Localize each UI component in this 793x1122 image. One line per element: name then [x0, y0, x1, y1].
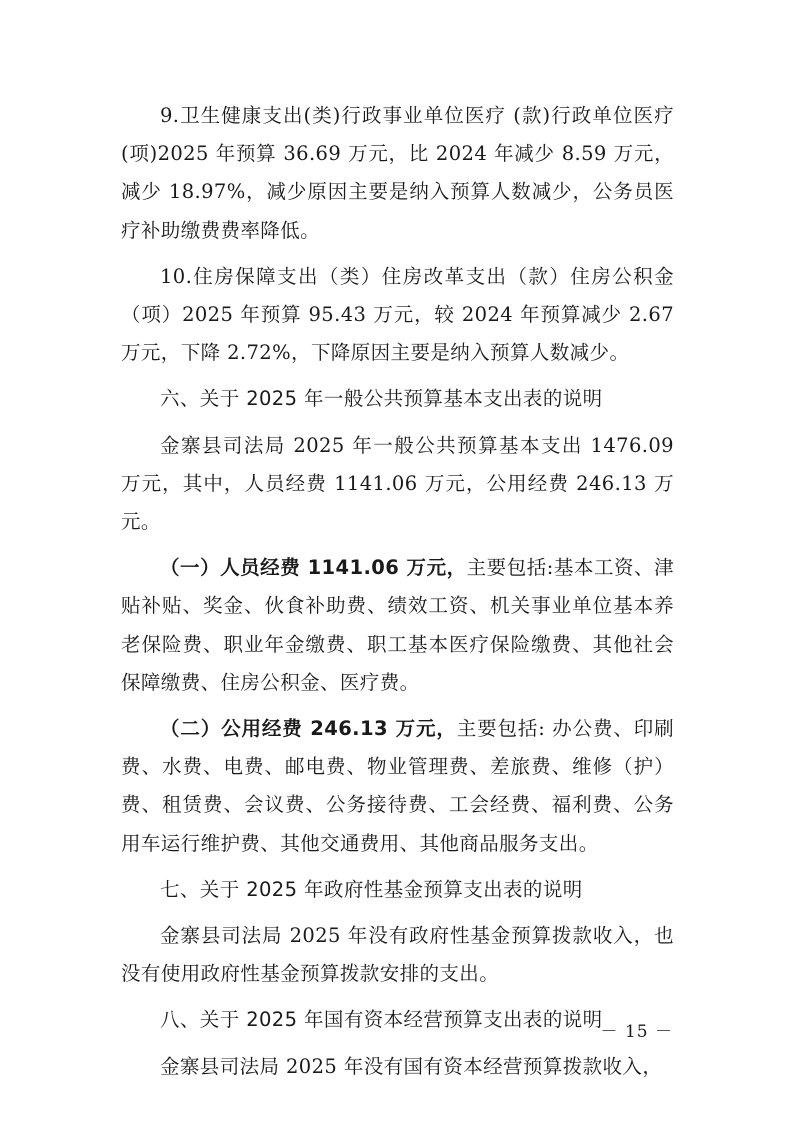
personnel-expenses-text: 主要包括:基本工资、津贴补贴、奖金、伙食补助费、绩效工资、机关事业单位基本养老保险费、职业年金缴费、职工基本医疗保险缴费、其他社会保障缴费、住房公积金、医疗费。: [121, 556, 674, 694]
paragraph-health-expenditure: 9.卫生健康支出(类)行政事业单位医疗 (款)行政单位医疗(项)2025 年预算 36.69 万元，比 2024 年减少 8.59 万元，减少 18.97%，减少原因主要是纳入预算人数减少，公务员医疗补助缴费费率降低。: [121, 104, 674, 242]
document-body: [121, 97, 674, 1086]
public-expenses-lead: （二）公用经费 246.13 万元，: [160, 717, 457, 741]
paragraph-state-capital: 金寨县司法局 2025 年没有国有资本经营预算拨款收入，: [160, 1054, 663, 1078]
section-heading-six: 六、关于 2025 年一般公共预算基本支出表的说明: [160, 387, 603, 411]
page-number: － 15 －: [600, 1022, 673, 1042]
paragraph-government-fund: 金寨县司法局 2025 年没有政府性基金预算拨款收入，也没有使用政府性基金预算拨款安排的支出。: [121, 924, 674, 986]
personnel-expenses-lead: （一）人员经费 1141.06 万元，: [160, 556, 467, 580]
public-expenses-text: 主要包括: 办公费、印刷费、水费、电费、邮电费、物业管理费、差旅费、维修（护）费、租赁费、会议费、公务接待费、工会经费、福利费、公务用车运行维护费、其他交通费用、其他商品服务支出。: [121, 717, 674, 855]
paragraph-basic-expenditure: 金寨县司法局 2025 年一般公共预算基本支出 1476.09 万元，其中，人员经费 1141.06 万元，公用经费 246.13 万元。: [121, 433, 674, 534]
section-heading-seven: 七、关于 2025 年政府性基金预算支出表的说明: [160, 877, 583, 901]
paragraph-personnel-expenses: [121, 549, 674, 702]
paragraph-housing-expenditure: 10.住房保障支出（类）住房改革支出（款）住房公积金（项）2025 年预算 95.43 万元，较 2024 年预算减少 2.67 万元，下降 2.72%，下降原因主要是纳入预算人数减少。: [121, 264, 674, 365]
section-heading-eight: 八、关于 2025 年国有资本经营预算支出表的说明: [160, 1008, 603, 1032]
paragraph-public-expenses: [121, 710, 674, 863]
